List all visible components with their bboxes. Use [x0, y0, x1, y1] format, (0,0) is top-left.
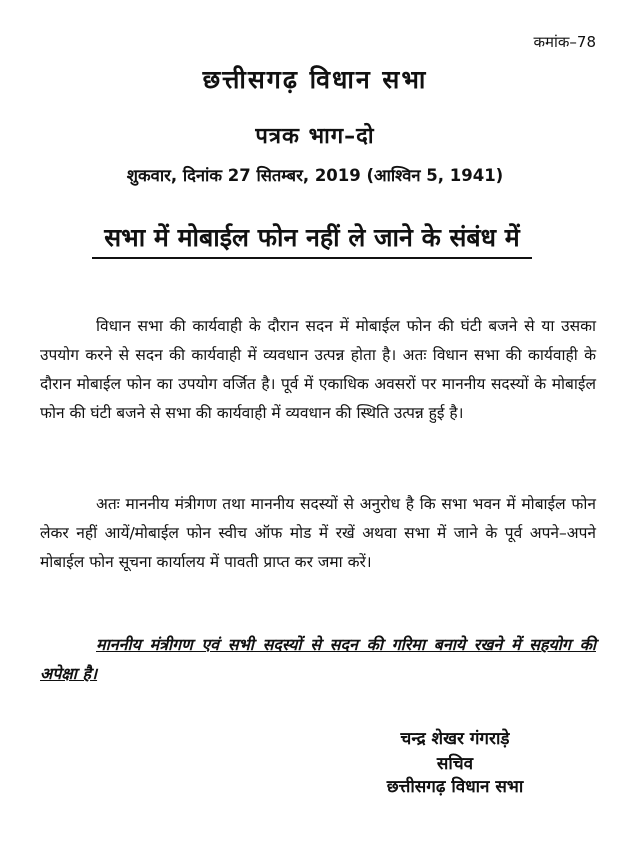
signatory-title: सचिव [436, 754, 474, 774]
bulletin-title: पत्रक भाग–दो [255, 124, 375, 149]
subject-heading: सभा में मोबाईल फोन नहीं ले जाने के संबंध में [104, 223, 520, 252]
body-paragraph-1: विधान सभा की कार्यवाही के दौरान सदन में मोबाईल फोन की घंटी बजने से या उसका उपयोग करने से सदन की कार्यवाही में व्यवधान उत्पन्न होता है। अतः विधान सभा की कार्यवाही के दौरान मोबाईल फोन का उपयोग वर्जित है। पूर्व में एकाधिक अवसरों पर माननीय सदस्यों के मोबाईल फोन की घंटी बजने से सभा की कार्यवाही में व्यवधान की स्थिति उत्पन्न हुई है। [40, 317, 596, 422]
serial-number: कमांक–78 [533, 33, 596, 51]
subject-underline [92, 257, 532, 259]
body-paragraph-2: अतः माननीय मंत्रीगण तथा माननीय सदस्यों से अनुरोध है कि सभा भवन में मोबाईल फोन लेकर नहीं आयें/मोबाईल फोन स्वीच ऑफ मोड में रखें अथवा सभा में जाने के पूर्व अपने–अपने मोबाईल फोन सूचना कार्यालय में पावती प्राप्त कर जमा करें। [40, 495, 596, 571]
signatory-organization: छत्तीसगढ़ विधान सभा [386, 777, 524, 797]
date-line: शुकवार, दिनांक 27 सितम्बर, 2019 (आश्विन 5, 1941) [126, 166, 504, 185]
signatory-name: चन्द्र शेखर गंगराड़े [400, 729, 510, 749]
organization-title: छत्तीसगढ़ विधान सभा [202, 65, 428, 94]
request-paragraph: माननीय मंत्रीगण एवं सभी सदस्यों से सदन की गरिमा बनाये रखने में सहयोग की अपेक्षा है। [40, 635, 596, 683]
